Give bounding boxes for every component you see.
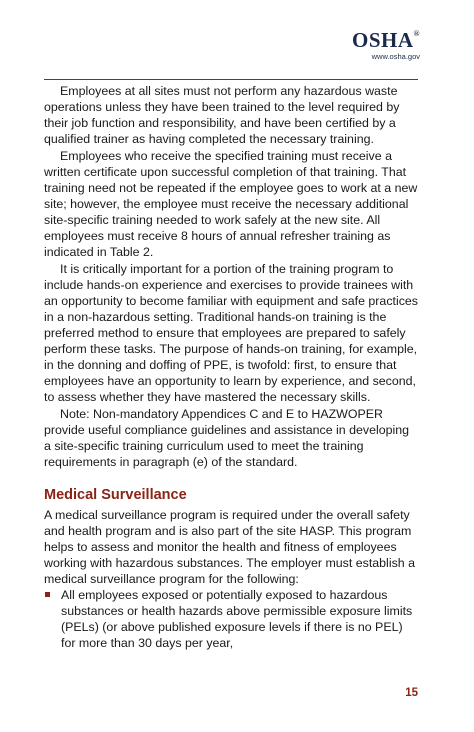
section-heading: Medical Surveillance	[44, 487, 187, 503]
square-bullet-icon	[45, 592, 50, 597]
page-content	[44, 83, 418, 651]
list-item-text: All employees exposed or potentially exposed to hazardous substances or health hazards above permissible exposure limits (PELs) (or above published exposure levels if there is no PEL) for more than 30 days per year,	[61, 588, 413, 650]
page-number: 15	[405, 687, 418, 699]
paragraph-certificate: Employees who receive the specified training must receive a written certificate upon successful completion of that training. That training need not be repeated if the employee goes to work at a new site; however, the employee must receive the necessary additional site-specific training needed to work safely at the new site. All employees must receive 8 hours of annual refresher training as indicated in Table 2.	[44, 149, 418, 259]
logo-text: OSHA	[352, 28, 414, 52]
osha-logo	[352, 30, 420, 61]
paragraph-hands-on: It is critically important for a portion of the training program to include hands-on experience and exercises to provide trainees with an opportunity to become familiar with equipment and safe practices in a non-hazardous setting. Traditional hands-on training is the preferred method to ensure that employees are prepared to safely perform these tasks. The purpose of hands-on training, for example, in the donning and doffing of PPE, is twofold: first, to ensure that employees have an opportunity to learn by experience, and second, to assess whether they have mastered the necessary skills.	[44, 262, 418, 404]
registered-mark: ®	[413, 29, 420, 38]
section-body: A medical surveillance program is required under the overall safety and health program and is also part of the site HASP. This program helps to assess and monitor the health and fitness of employees working with hazardous substances. The employer must establish a medical surveillance program for the following:	[44, 508, 415, 586]
osha-logo-mark	[352, 30, 420, 51]
bullet-list	[44, 587, 418, 651]
paragraph-training-requirement: Employees at all sites must not perform any hazardous waste operations unless they have been trained to the level required by their job function and responsibility, and have been certified by a qualified trainer as having completed the necessary training.	[44, 84, 400, 146]
list-item	[44, 587, 418, 651]
header-rule	[44, 79, 418, 80]
logo-url: www.osha.gov	[371, 52, 420, 61]
paragraph-note: Note: Non-mandatory Appendices C and E to HAZWOPER provide useful compliance guidelines and assistance in developing a site-specific training curriculum used to meet the training requirements in paragraph (e) of the standard.	[44, 407, 410, 469]
